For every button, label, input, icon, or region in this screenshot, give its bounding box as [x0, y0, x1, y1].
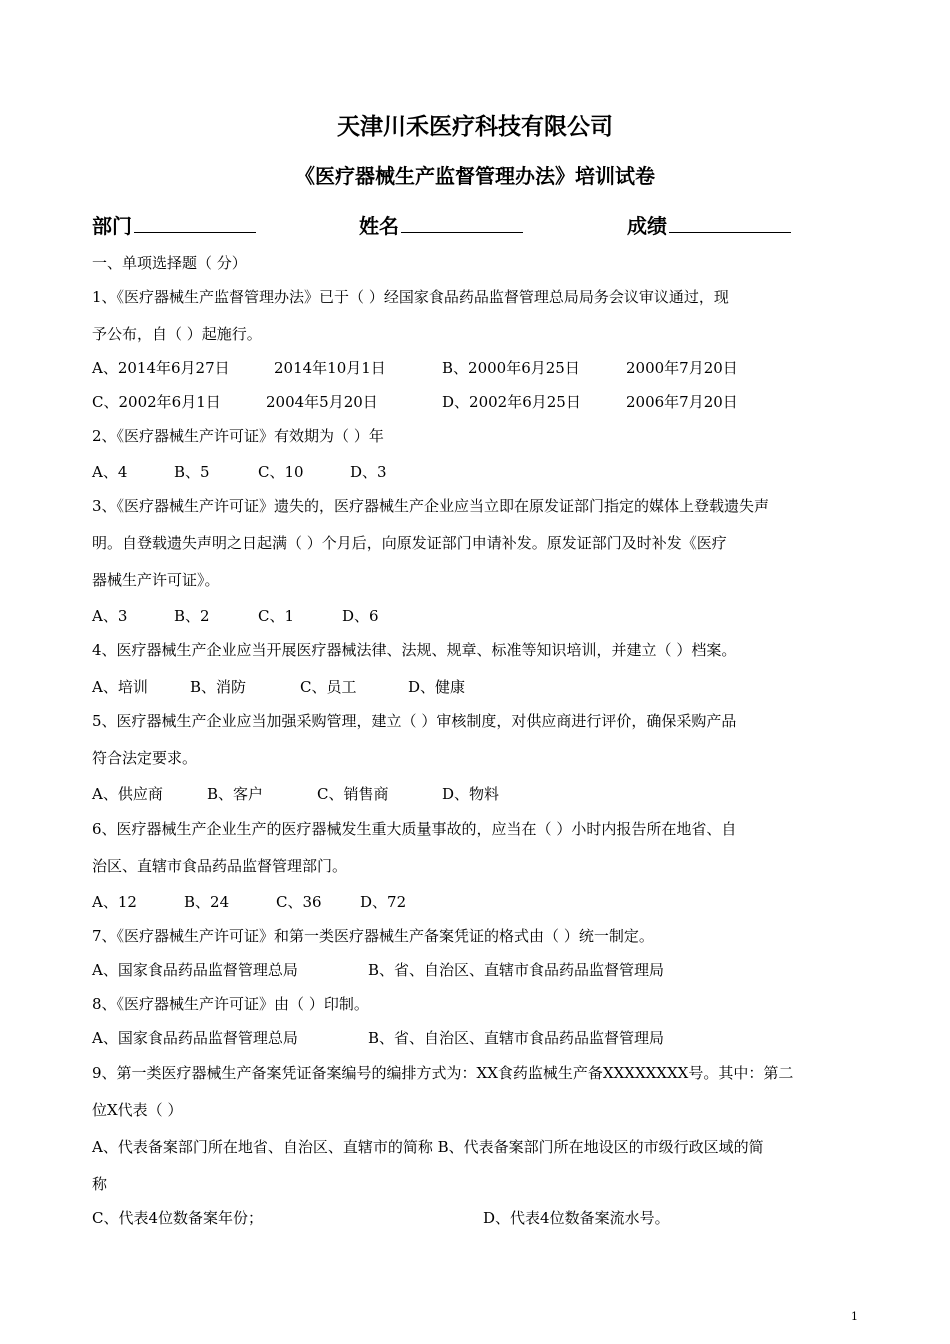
q6-text-line2: 治区、直辖市食品药品监督管理部门。 [92, 857, 348, 875]
q7-option-b: B、省、自治区、直辖市食品药品监督管理局 [368, 961, 665, 979]
score-blank [669, 210, 791, 233]
name-field [359, 210, 523, 239]
q3-text-line3: 器械生产许可证》。 [92, 571, 220, 589]
q6-option-d: D、72 [360, 893, 407, 911]
q9-option-d: D、代表4位数备案流水号。 [483, 1209, 670, 1227]
department-label: 部门 [92, 214, 132, 238]
q1-text-line2: 予公布，自（ ）起施行。 [92, 325, 262, 343]
q3-option-b: B、2 [174, 607, 210, 625]
q1-option-c-date2: 2004年5月20日 [266, 393, 378, 411]
q1-text-line1: 1、《医疗器械生产监督管理办法》已于（ ）经国家食品药品监督管理总局局务会议审议通过，现 [92, 288, 729, 306]
q9-text-line2: 位X代表（ ） [92, 1101, 183, 1119]
q8-option-b: B、省、自治区、直辖市食品药品监督管理局 [368, 1029, 665, 1047]
q4-option-b: B、消防 [190, 678, 247, 696]
q5-option-c: C、销售商 [317, 785, 389, 803]
q2-option-a: A、4 [92, 463, 128, 481]
q9-text-line1: 9、第一类医疗器械生产备案凭证备案编号的编排方式为：XX食药监械生产备XXXXXXXX号。其中：第二 [92, 1064, 794, 1082]
department-blank [134, 210, 256, 233]
q5-text-line2: 符合法定要求。 [92, 749, 198, 767]
q1-option-c: C、2002年6月1日 [92, 393, 221, 411]
q1-option-d-date2: 2006年7月20日 [626, 393, 738, 411]
q2-option-b: B、5 [174, 463, 210, 481]
q6-option-a: A、12 [92, 893, 137, 911]
q5-option-d: D、物料 [442, 785, 500, 803]
q9-options-cd [92, 1205, 862, 1239]
q2-option-c: C、10 [258, 463, 304, 481]
q6-text-line1: 6、医疗器械生产企业生产的医疗器械发生重大质量事故的，应当在（ ）小时内报告所在地省、自 [92, 820, 737, 838]
info-fields [92, 210, 872, 242]
q1-option-b: B、2000年6月25日 [442, 359, 580, 377]
q3-text-line1: 3、《医疗器械生产许可证》遗失的，医疗器械生产企业应当立即在原发证部门指定的媒体上登载遗失声 [92, 497, 770, 515]
q6-options [92, 889, 862, 923]
q5-options [92, 781, 862, 816]
q4-text: 4、医疗器械生产企业应当开展医疗器械法律、法规、规章、标准等知识培训，并建立（ ）档案。 [92, 641, 737, 659]
q8-text: 8、《医疗器械生产许可证》由（ ）印制。 [92, 995, 369, 1013]
question-list [92, 250, 862, 1239]
q4-option-d: D、健康 [408, 678, 466, 696]
q1-option-a-date2: 2014年10月1日 [274, 359, 386, 377]
q3-text-line2: 明。自登载遗失声明之日起满（ ）个月后，向原发证部门申请补发。原发证部门及时补发《医疗 [92, 534, 727, 552]
q1-option-d: D、2002年6月25日 [442, 393, 581, 411]
q9-options-ab-line1: A、代表备案部门所在地省、自治区、直辖市的简称 B、代表备案部门所在地设区的市级行政区域的简 [92, 1138, 764, 1156]
name-blank [401, 210, 523, 233]
q7-options [92, 957, 862, 991]
q5-option-a: A、供应商 [92, 785, 163, 803]
name-label: 姓名 [359, 214, 399, 238]
q7-option-a: A、国家食品药品监督管理总局 [92, 961, 298, 979]
score-field [627, 210, 791, 239]
q4-option-c: C、员工 [300, 678, 357, 696]
q1-options-row2 [92, 389, 862, 423]
q5-text-line1: 5、医疗器械生产企业应当加强采购管理，建立（ ）审核制度，对供应商进行评价，确保采购产品 [92, 712, 737, 730]
q3-option-d: D、6 [342, 607, 379, 625]
q1-option-a: A、2014年6月27日 [92, 359, 230, 377]
q8-option-a: A、国家食品药品监督管理总局 [92, 1029, 298, 1047]
page-number: 1 [851, 1310, 858, 1323]
score-label: 成绩 [627, 214, 667, 238]
q2-options [92, 459, 862, 493]
q6-option-b: B、24 [184, 893, 230, 911]
company-title: 天津川禾医疗科技有限公司 [337, 114, 613, 140]
q1-options-row1 [92, 355, 862, 389]
q4-options [92, 674, 862, 708]
exam-title: 《医疗器械生产监督管理办法》培训试卷 [295, 164, 655, 188]
q8-options [92, 1025, 862, 1060]
q3-option-c: C、1 [258, 607, 295, 625]
q6-option-c: C、36 [276, 893, 322, 911]
q7-text: 7、《医疗器械生产许可证》和第一类医疗器械生产备案凭证的格式由（ ）统一制定。 [92, 927, 654, 945]
q2-option-d: D、3 [350, 463, 387, 481]
q3-options [92, 603, 862, 637]
q9-options-ab-line2: 称 [92, 1175, 108, 1193]
section-heading: 一、单项选择题（ 分） [92, 254, 247, 272]
q3-option-a: A、3 [92, 607, 128, 625]
q2-text: 2、《医疗器械生产许可证》有效期为（ ）年 [92, 427, 384, 445]
department-field [92, 210, 256, 239]
q4-option-a: A、培训 [92, 678, 148, 696]
q1-option-b-date2: 2000年7月20日 [626, 359, 738, 377]
q9-option-c: C、代表4位数备案年份； [92, 1209, 264, 1227]
q5-option-b: B、客户 [207, 785, 264, 803]
